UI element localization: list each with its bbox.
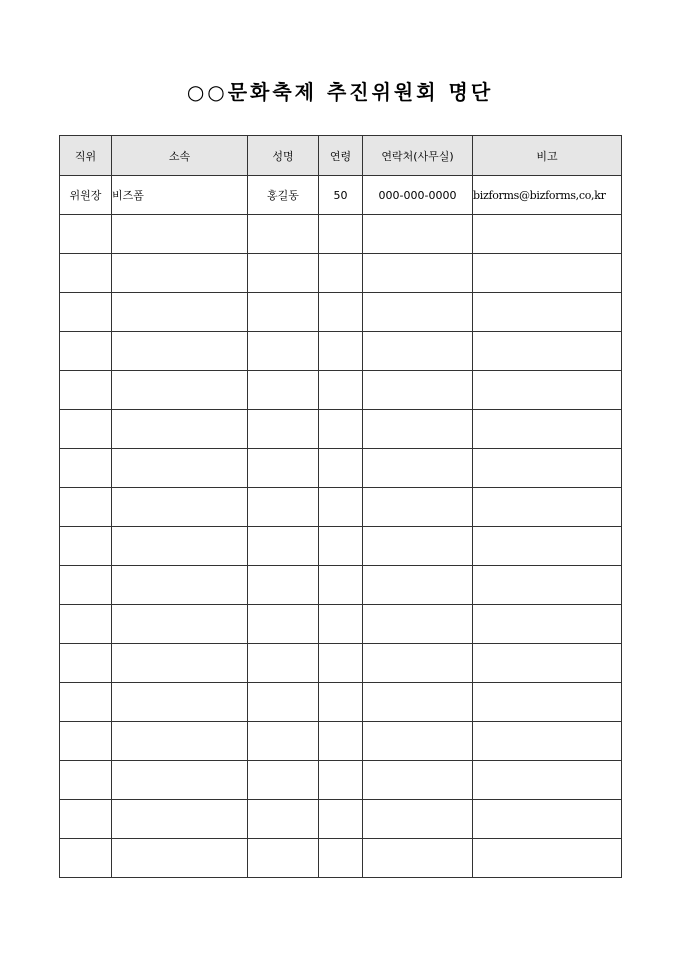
cell-position (60, 683, 112, 722)
cell-name (248, 683, 319, 722)
cell-name (248, 488, 319, 527)
cell-remarks (473, 254, 622, 293)
cell-contact (363, 371, 473, 410)
cell-contact (363, 566, 473, 605)
cell-contact (363, 761, 473, 800)
header-remarks: 비고 (473, 136, 622, 176)
cell-contact (363, 800, 473, 839)
cell-position (60, 410, 112, 449)
cell-age (319, 566, 363, 605)
cell-name (248, 527, 319, 566)
cell-contact: 000-000-0000 (363, 176, 473, 215)
cell-affiliation (112, 722, 248, 761)
cell-remarks (473, 605, 622, 644)
cell-position (60, 761, 112, 800)
cell-remarks (473, 332, 622, 371)
cell-remarks (473, 644, 622, 683)
cell-position (60, 332, 112, 371)
table-row (60, 839, 622, 878)
cell-age (319, 332, 363, 371)
cell-remarks (473, 683, 622, 722)
cell-age (319, 527, 363, 566)
cell-affiliation (112, 566, 248, 605)
cell-position (60, 371, 112, 410)
cell-remarks (473, 410, 622, 449)
cell-position (60, 605, 112, 644)
cell-affiliation (112, 332, 248, 371)
cell-age (319, 449, 363, 488)
cell-contact (363, 215, 473, 254)
table-row (60, 488, 622, 527)
cell-name (248, 605, 319, 644)
table-row (60, 644, 622, 683)
table-body (60, 176, 622, 878)
cell-age (319, 605, 363, 644)
cell-name (248, 371, 319, 410)
cell-remarks (473, 839, 622, 878)
cell-position (60, 215, 112, 254)
committee-roster-table (59, 135, 622, 878)
table-row (60, 722, 622, 761)
table-row (60, 293, 622, 332)
cell-affiliation (112, 215, 248, 254)
cell-name (248, 293, 319, 332)
table-row (60, 449, 622, 488)
cell-affiliation (112, 605, 248, 644)
cell-affiliation (112, 800, 248, 839)
cell-age (319, 839, 363, 878)
table-row (60, 254, 622, 293)
cell-name: 홍길동 (248, 176, 319, 215)
page-title: ○○문화축제 추진위원회 명단 (186, 80, 494, 104)
cell-affiliation (112, 449, 248, 488)
cell-age (319, 371, 363, 410)
cell-position (60, 488, 112, 527)
cell-name (248, 644, 319, 683)
cell-contact (363, 293, 473, 332)
cell-name (248, 332, 319, 371)
cell-affiliation (112, 410, 248, 449)
cell-affiliation (112, 644, 248, 683)
cell-age (319, 644, 363, 683)
cell-position (60, 800, 112, 839)
cell-contact (363, 644, 473, 683)
cell-position (60, 527, 112, 566)
cell-contact (363, 449, 473, 488)
cell-name (248, 761, 319, 800)
table-row (60, 215, 622, 254)
cell-remarks: bizforms@bizforms,co,kr (473, 176, 622, 215)
cell-position (60, 293, 112, 332)
cell-remarks (473, 722, 622, 761)
cell-affiliation: 비즈폼 (112, 176, 248, 215)
table-row (60, 566, 622, 605)
cell-remarks (473, 566, 622, 605)
table-row (60, 605, 622, 644)
cell-name (248, 215, 319, 254)
cell-position (60, 839, 112, 878)
cell-contact (363, 254, 473, 293)
cell-position (60, 722, 112, 761)
cell-age (319, 488, 363, 527)
cell-remarks (473, 800, 622, 839)
cell-affiliation (112, 293, 248, 332)
cell-age (319, 761, 363, 800)
header-contact: 연락처(사무실) (363, 136, 473, 176)
table-row (60, 761, 622, 800)
cell-name (248, 839, 319, 878)
cell-name (248, 449, 319, 488)
table-row (60, 683, 622, 722)
cell-remarks (473, 761, 622, 800)
header-age: 연령 (319, 136, 363, 176)
cell-affiliation (112, 371, 248, 410)
cell-affiliation (112, 761, 248, 800)
cell-age: 50 (319, 176, 363, 215)
cell-remarks (473, 488, 622, 527)
cell-age (319, 683, 363, 722)
cell-contact (363, 839, 473, 878)
cell-affiliation (112, 683, 248, 722)
header-affiliation: 소속 (112, 136, 248, 176)
cell-name (248, 254, 319, 293)
cell-affiliation (112, 527, 248, 566)
table-row (60, 410, 622, 449)
table-row (60, 371, 622, 410)
table-header-row (60, 136, 622, 176)
cell-contact (363, 488, 473, 527)
cell-position (60, 644, 112, 683)
cell-contact (363, 332, 473, 371)
cell-remarks (473, 215, 622, 254)
table-row (60, 332, 622, 371)
cell-remarks (473, 449, 622, 488)
cell-age (319, 722, 363, 761)
table-row (60, 176, 622, 215)
cell-position (60, 566, 112, 605)
cell-name (248, 722, 319, 761)
cell-age (319, 293, 363, 332)
cell-contact (363, 527, 473, 566)
cell-position: 위원장 (60, 176, 112, 215)
cell-affiliation (112, 488, 248, 527)
cell-age (319, 410, 363, 449)
cell-position (60, 449, 112, 488)
cell-contact (363, 410, 473, 449)
cell-remarks (473, 293, 622, 332)
cell-remarks (473, 371, 622, 410)
cell-remarks (473, 527, 622, 566)
cell-affiliation (112, 254, 248, 293)
cell-affiliation (112, 839, 248, 878)
cell-name (248, 566, 319, 605)
cell-contact (363, 722, 473, 761)
header-position: 직위 (60, 136, 112, 176)
cell-age (319, 254, 363, 293)
table-row (60, 527, 622, 566)
header-name: 성명 (248, 136, 319, 176)
table-row (60, 800, 622, 839)
cell-name (248, 410, 319, 449)
cell-contact (363, 605, 473, 644)
cell-name (248, 800, 319, 839)
cell-contact (363, 683, 473, 722)
cell-age (319, 800, 363, 839)
cell-position (60, 254, 112, 293)
cell-age (319, 215, 363, 254)
